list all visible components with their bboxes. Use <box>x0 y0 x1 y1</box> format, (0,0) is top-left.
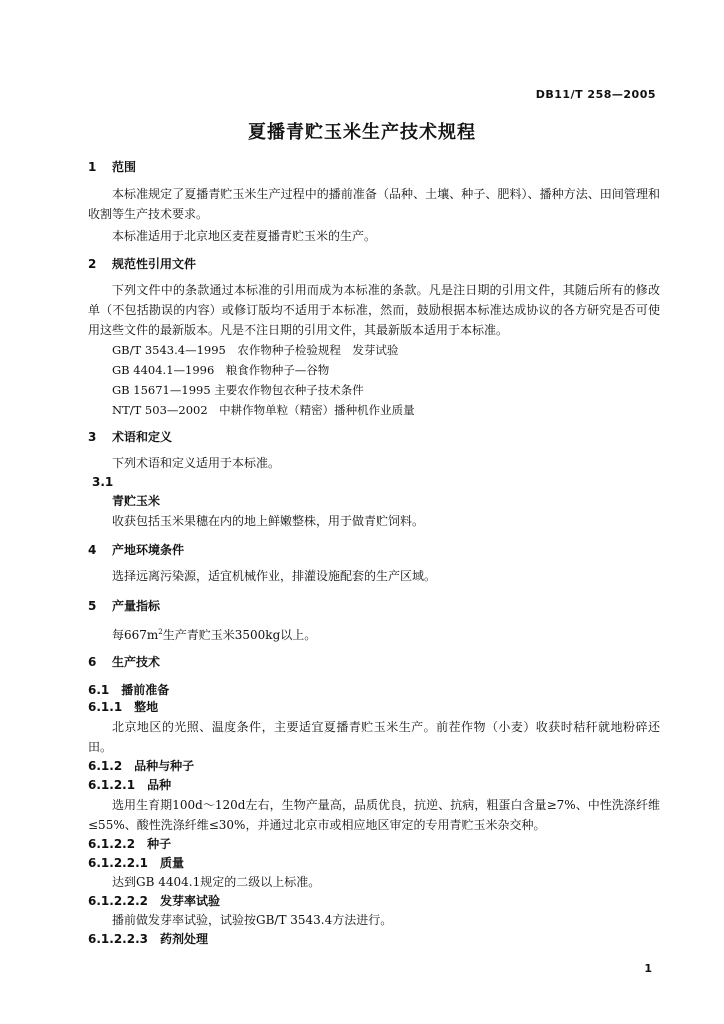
section-heading-6: 6 生产技术 <box>88 655 161 669</box>
subsection-heading: 6.1.2.2.1 质量 <box>88 856 184 870</box>
section-heading-5: 5 产量指标 <box>88 599 161 613</box>
term-definition: 收获包括玉米果穗在内的地上鲜嫩整株，用于做青贮饲料。 <box>112 514 425 528</box>
subsection-heading: 6.1.2.2 种子 <box>88 837 172 851</box>
subsection-heading: 6.1.1 整地 <box>88 700 159 714</box>
section-heading-4: 4 产地环境条件 <box>88 543 185 557</box>
document-title: 夏播青贮玉米生产技术规程 <box>248 122 476 143</box>
section-heading-1: 1 范围 <box>88 160 137 174</box>
subsection-para: 播前做发芽率试验，试验按GB/T 3543.4方法进行。 <box>112 913 393 927</box>
subsection-heading: 6.1.2.2.3 药剂处理 <box>88 932 208 946</box>
section-1-para-2: 本标准适用于北京地区麦茬夏播青贮玉米的生产。 <box>112 229 377 243</box>
term-name: 青贮玉米 <box>112 494 161 508</box>
section-4-para-1: 选择远离污染源，适宜机械作业，排灌设施配套的生产区域。 <box>112 569 437 583</box>
subsection-heading: 6.1.2.2.2 发芽率试验 <box>88 894 220 908</box>
reference-item: GB 15671—1995 主要农作物包衣种子技术条件 <box>112 383 364 397</box>
section-1-para-1: 本标准规定了夏播青贮玉米生产过程中的播前准备（品种、土壤、种子、肥料）、播种方法、田间管理和收割等生产技术要求。 <box>88 187 660 221</box>
subsection-heading: 6.1 播前准备 <box>88 683 170 697</box>
section-2-para-1: 下列文件中的条款通过本标准的引用而成为本标准的条款。凡是注日期的引用文件，其随后所有的修改单（不包括勘误的内容）或修订版均不适用于本标准，然而，鼓励根据本标准达成协议的各方研究是否可使用这些文件的最新版本。凡是不注日期的引用文件，其最新版本适用于本标准。 <box>88 283 660 337</box>
reference-item: NT/T 503—2002 中耕作物单粒（精密）播种机作业质量 <box>112 403 415 417</box>
subsection-heading: 6.1.2 品种与种子 <box>88 759 195 773</box>
section-heading-3: 3 术语和定义 <box>88 430 173 444</box>
section-5-para-1: 每$667m^2$生产青贮玉米3500kg以上。 <box>112 628 317 642</box>
reference-item: GB 4404.1—1996 粮食作物种子—谷物 <box>112 363 330 377</box>
section-3-para-1: 下列术语和定义适用于本标准。 <box>112 456 281 470</box>
subsection-heading: 6.1.2.1 品种 <box>88 778 172 792</box>
subsection-para: 北京地区的光照、温度条件，主要适宜夏播青贮玉米生产。前茬作物（小麦）收获时秸秆就地粉碎还田。 <box>88 720 660 754</box>
reference-item: GB/T 3543.4—1995 农作物种子检验规程 发芽试验 <box>112 343 399 357</box>
page-number: 1 <box>644 962 652 975</box>
document-code: DB11/T 258—2005 <box>535 88 656 101</box>
term-number: 3.1 <box>92 475 114 489</box>
subsection-para: 达到GB 4404.1规定的二级以上标准。 <box>112 875 321 889</box>
subsection-para: 选用生育期100d～120d左右，生物产量高，品质优良，抗逆、抗病，粗蛋白含量≥7%、中性洗涤纤维≤55%、酸性洗涤纤维≤30%，并通过北京市或相应地区审定的专用青贮玉米杂交种。 <box>88 798 660 832</box>
section-heading-2: 2 规范性引用文件 <box>88 257 197 271</box>
